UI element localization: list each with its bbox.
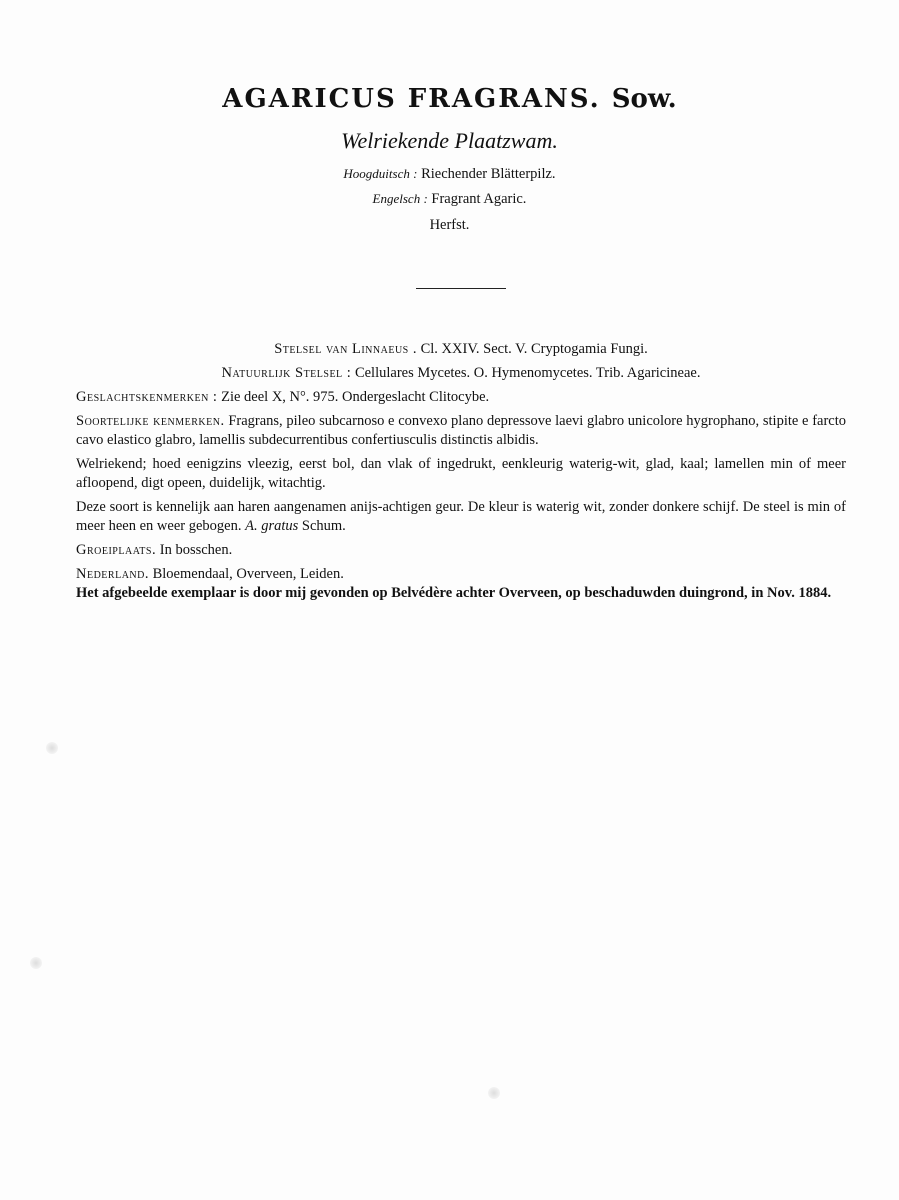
species-title [0, 84, 899, 114]
species-characteristics [76, 412, 846, 450]
genus-line [76, 388, 846, 407]
natural-system-label: Natuurlijk Stelsel : [221, 365, 352, 381]
species-author: Sow. [611, 84, 677, 114]
linnaeus-label: Stelsel van Linnaeus . [274, 341, 417, 357]
paper-speck [30, 957, 42, 969]
species-characteristics-label: Soortelijke kenmerken. [76, 413, 225, 429]
habitat-line [76, 541, 846, 560]
remark [76, 498, 846, 536]
german-label: Hoogduitsch : [343, 166, 418, 181]
genus-label: Geslachtskenmerken : [76, 389, 218, 405]
netherlands-label: Nederland. [76, 566, 149, 582]
species-characteristics-text: Fragrans, pileo subcarnoso e convexo plano depressove laevi glabro unicolore hygrophano, stipite e farcto cavo elastico glabro, lamellis subdecurrentibus confertiusculis distinctis albidis. [76, 413, 847, 448]
remark-text: Deze soort is kennelijk aan haren aangenamen anijs-achtigen geur. De kleur is waterig wit, zonder donkere schijf. De steel is min of meer heen en weer gebogen. [76, 499, 846, 534]
genus-text: Zie deel X, N°. 975. Ondergeslacht Clitocybe. [221, 389, 490, 405]
paper-speck [488, 1087, 500, 1099]
english-name-line [0, 191, 899, 208]
specimen-note: Het afgebeelde exemplaar is door mij gevonden op Belvédère achter Overveen, op beschaduwden duingrond, in Nov. 1884. [76, 585, 832, 601]
netherlands-text: Bloemendaal, Overveen, Leiden. [152, 566, 344, 582]
separator-rule [416, 288, 506, 289]
natural-system-text: Cellulares Mycetes. O. Hymenomycetes. Trib. Agaricineae. [354, 365, 701, 381]
habitat-label: Groeiplaats. [76, 542, 157, 558]
habitat-text: In bosschen. [159, 542, 233, 558]
german-name: Riechender Blätterpilz. [421, 166, 556, 182]
description-body [76, 340, 846, 608]
german-name-line [0, 166, 899, 183]
natural-system-line [76, 364, 846, 383]
dutch-description: Welriekend; hoed eenigzins vleezig, eerst bol, dan vlak of ingedrukt, eenkleurig waterig-wit, glad, kaal; lamellen min of meer afloopend, digt opeen, duidelijk, witachtig. [76, 456, 846, 491]
remark-synonym: A. gratus [245, 518, 299, 534]
linnaeus-line [76, 340, 846, 359]
english-name: Fragrant Agaric. [431, 191, 527, 207]
remark-synonym-author: Schum. [301, 518, 346, 534]
netherlands-line [76, 565, 846, 584]
species-name: AGARICUS FRAGRANS. [222, 84, 601, 114]
dutch-common-name: Welriekende Plaatzwam. [341, 128, 558, 153]
english-label: Engelsch : [372, 191, 428, 206]
linnaeus-text: Cl. XXIV. Sect. V. Cryptogamia Fungi. [420, 341, 648, 357]
paper-speck [46, 742, 58, 754]
season: Herfst. [429, 217, 470, 233]
